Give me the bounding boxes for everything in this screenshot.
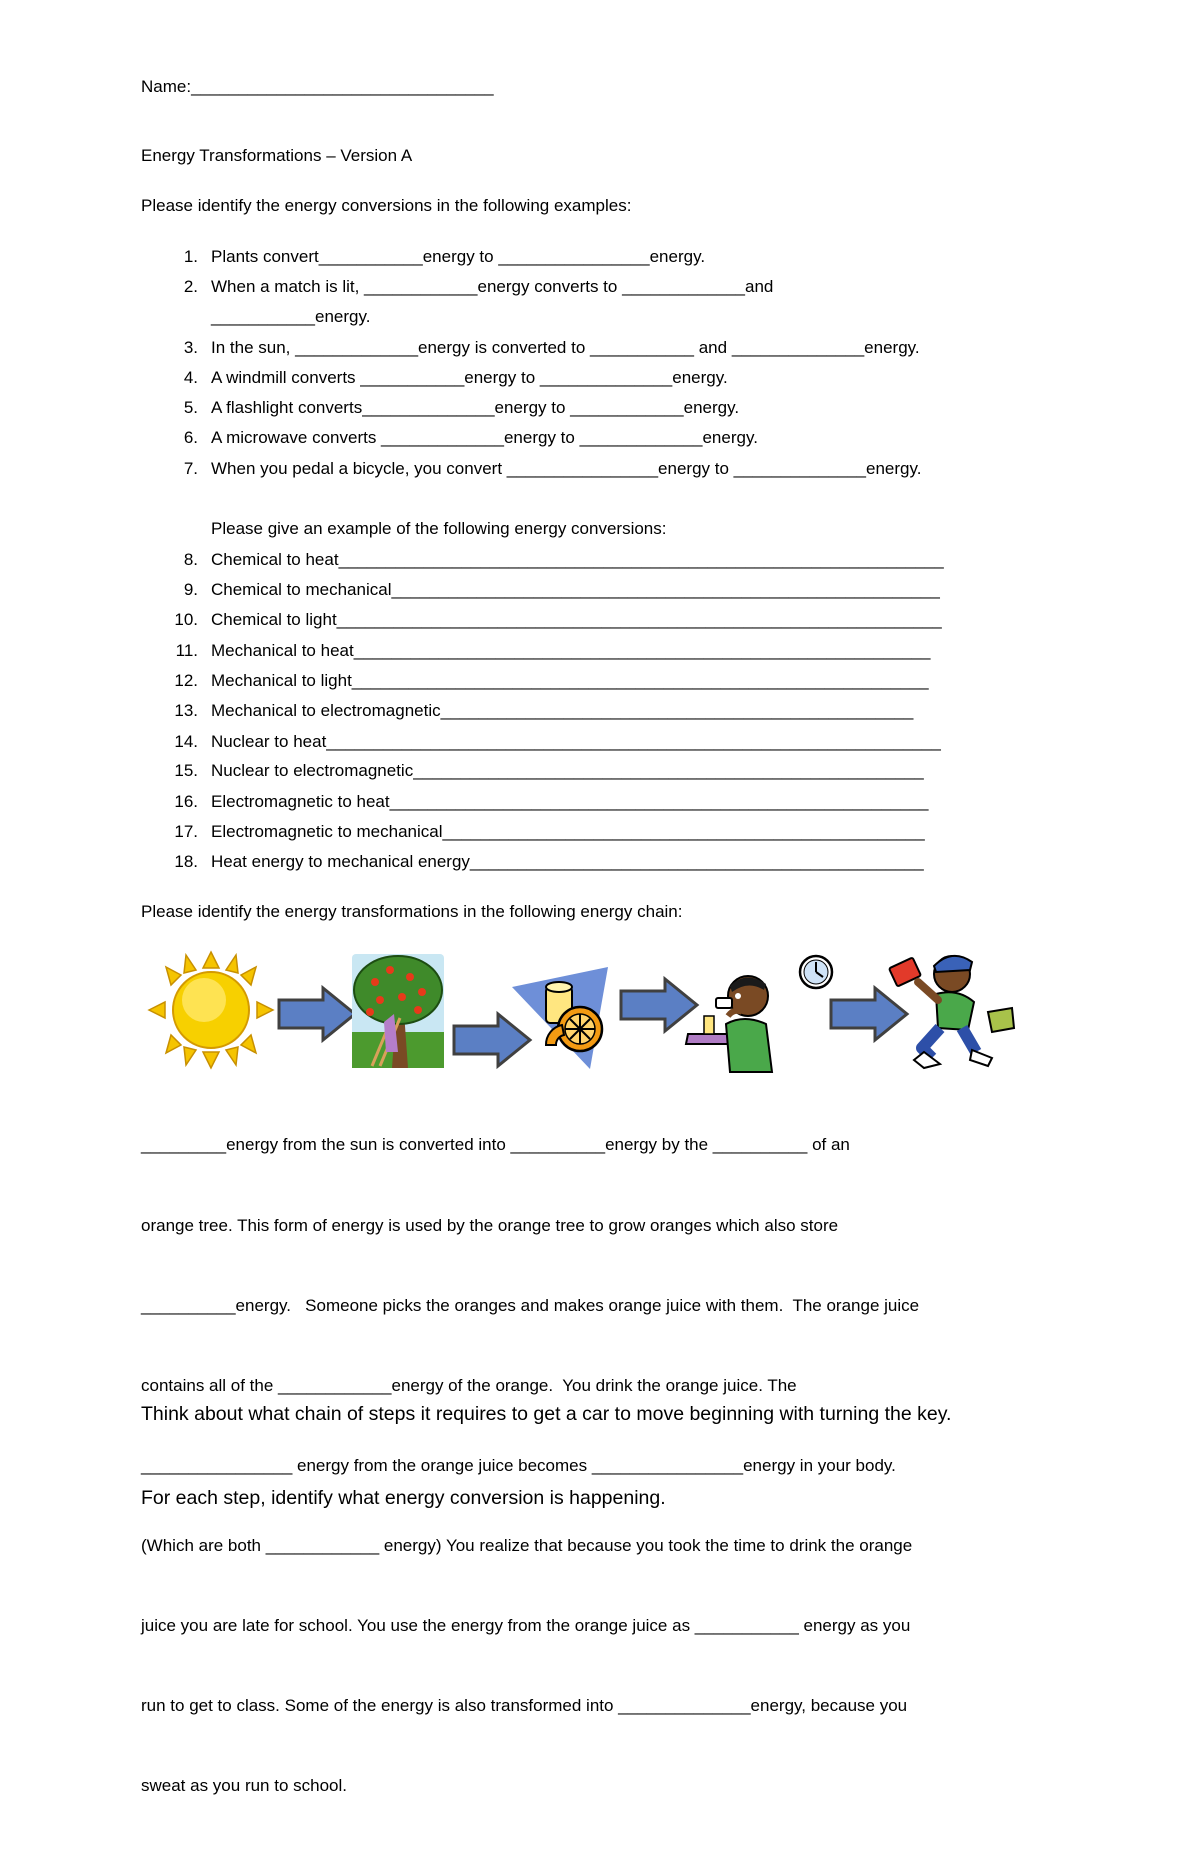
item-number: 2. bbox=[183, 277, 198, 296]
question-8[interactable]: Chemical to heat________________________________________________________________ bbox=[211, 550, 944, 569]
item-number: 10. bbox=[174, 610, 198, 629]
item-number: 3. bbox=[183, 338, 198, 357]
item-number: 14. bbox=[174, 732, 198, 751]
name-line[interactable]: Name:________________________________ bbox=[141, 77, 494, 96]
item-number: 16. bbox=[174, 792, 198, 811]
worksheet-title: Energy Transformations – Version A bbox=[141, 146, 413, 165]
sun-illustration bbox=[146, 950, 276, 1070]
paragraph-line: ________________ energy from the orange juice becomes ________________energy in your body. bbox=[141, 1455, 896, 1475]
closing-prompt bbox=[141, 1344, 951, 1568]
item-number: 1. bbox=[183, 247, 198, 266]
question-13[interactable]: Mechanical to electromagnetic__________________________________________________ bbox=[211, 701, 914, 720]
question-12[interactable]: Mechanical to light_____________________________________________________________ bbox=[211, 671, 929, 690]
section3-instruction: Please identify the energy transformations in the following energy chain: bbox=[141, 902, 683, 921]
person-drinking-illustration bbox=[686, 968, 778, 1072]
paragraph-line: juice you are late for school. You use the energy from the orange juice as ___________ energy as you bbox=[141, 1616, 911, 1636]
item-number: 13. bbox=[174, 701, 198, 720]
question-6[interactable]: A microwave converts _____________energy to _____________energy. bbox=[211, 428, 758, 447]
paragraph-line: contains all of the ____________energy of the orange. You drink the orange juice. The bbox=[141, 1375, 797, 1395]
item-number: 5. bbox=[183, 398, 198, 417]
paragraph-line: orange tree. This form of energy is used by the orange tree to grow oranges which also store bbox=[141, 1215, 839, 1235]
question-4[interactable]: A windmill converts ___________energy to ______________energy. bbox=[211, 368, 728, 387]
item-number: 17. bbox=[174, 822, 198, 841]
section2-instruction: Please give an example of the following energy conversions: bbox=[211, 519, 667, 538]
question-11[interactable]: Mechanical to heat_____________________________________________________________ bbox=[211, 641, 931, 660]
question-10[interactable]: Chemical to light________________________________________________________________ bbox=[211, 610, 942, 629]
question-2-cont[interactable]: ___________energy. bbox=[211, 307, 371, 326]
question-14[interactable]: Nuclear to heat_________________________________________________________________ bbox=[211, 732, 941, 751]
paragraph-line: _________energy from the sun is converted into __________energy by the __________ of an bbox=[141, 1135, 850, 1155]
item-number: 11. bbox=[175, 641, 198, 660]
question-18[interactable]: Heat energy to mechanical energy________________________________________________ bbox=[211, 852, 924, 871]
item-number: 6. bbox=[183, 428, 198, 447]
question-15[interactable]: Nuclear to electromagnetic______________________________________________________ bbox=[211, 761, 924, 780]
orange-juice-illustration bbox=[512, 965, 612, 1071]
question-7[interactable]: When you pedal a bicycle, you convert ________________energy to ______________energy. bbox=[211, 459, 922, 478]
closing-line: For each step, identify what energy conversion is happening. bbox=[141, 1487, 666, 1509]
item-number: 7. bbox=[183, 459, 198, 478]
question-17[interactable]: Electromagnetic to mechanical___________________________________________________ bbox=[211, 822, 925, 841]
paragraph-line: (Which are both ____________ energy) You realize that because you took the time to drink the orange bbox=[141, 1535, 913, 1555]
paragraph-line: __________energy. Someone picks the oranges and makes orange juice with them. The orange juice bbox=[141, 1295, 920, 1315]
item-number: 12. bbox=[174, 671, 198, 690]
section1-instruction: Please identify the energy conversions in the following examples: bbox=[141, 196, 632, 215]
item-number: 4. bbox=[183, 368, 198, 387]
closing-line: Think about what chain of steps it requires to get a car to move beginning with turning the key. bbox=[141, 1403, 952, 1425]
orange-tree-illustration bbox=[350, 952, 446, 1070]
question-3[interactable]: In the sun, _____________energy is converted to ___________ and ______________energy. bbox=[211, 338, 920, 357]
paragraph-line: run to get to class. Some of the energy is also transformed into ______________energy, because you bbox=[141, 1696, 908, 1716]
item-number: 8. bbox=[183, 550, 198, 569]
question-16[interactable]: Electromagnetic to heat_________________________________________________________ bbox=[211, 792, 929, 811]
question-5[interactable]: A flashlight converts______________energy to ____________energy. bbox=[211, 398, 740, 417]
running-student-illustration bbox=[888, 948, 1018, 1074]
question-9[interactable]: Chemical to mechanical__________________________________________________________ bbox=[211, 580, 940, 599]
question-1[interactable]: Plants convert___________energy to ________________energy. bbox=[211, 247, 706, 266]
item-number: 9. bbox=[183, 580, 198, 599]
arrow-1 bbox=[277, 986, 357, 1042]
question-2[interactable]: When a match is lit, ____________energy converts to _____________and bbox=[211, 277, 774, 296]
item-number: 15. bbox=[174, 761, 198, 780]
paragraph-line: sweat as you run to school. bbox=[141, 1776, 348, 1796]
item-number: 18. bbox=[174, 852, 198, 871]
